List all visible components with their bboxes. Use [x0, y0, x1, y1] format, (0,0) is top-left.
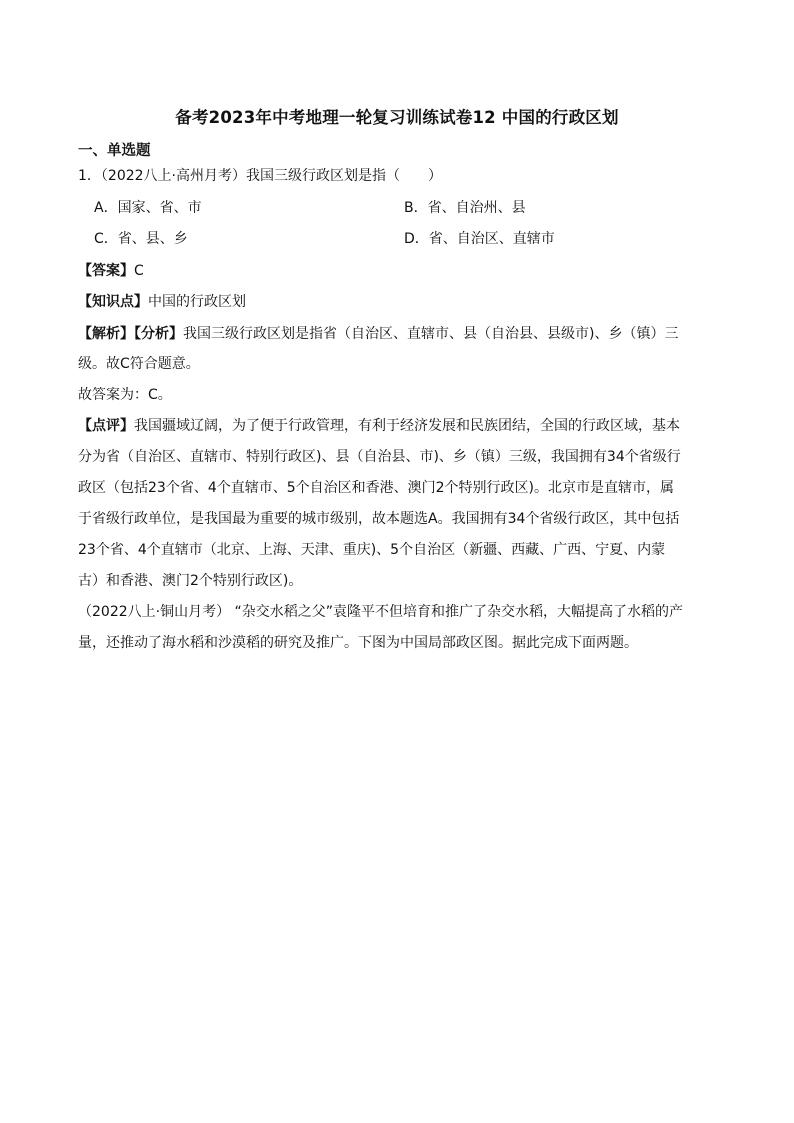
- review-text-1: 我国疆域辽阔，为了便于行政管理，有利于经济发展和民族团结，全国的行政区域，基本: [134, 418, 680, 434]
- final-answer-line: 故答案为：C。: [78, 387, 172, 403]
- review-line-5: 23个省、4个直辖市（北京、上海、天津、重庆)、5个自治区（新疆、西藏、广西、宁夏、内蒙: [78, 542, 666, 558]
- question-2-intro-line-1: （2022八上·铜山月考） “杂交水稻之父”袁隆平不但培育和推广了杂交水稻，大幅提高了水稻的产: [78, 604, 684, 620]
- analysis-tag: 【解析】【分析】: [78, 326, 183, 342]
- question-2-intro-line-2: 量，还推动了海水稻和沙漠稻的研究及推广。下图为中国局部政区图。据此完成下面两题。: [78, 635, 638, 651]
- analysis-text-1: 我国三级行政区划是指省（自治区、直辖市、县（自治县、县级市)、乡（镇）三: [183, 326, 679, 342]
- section-heading: 一、单选题: [78, 143, 151, 159]
- review-tag: 【点评】: [78, 418, 134, 434]
- page-title: 备考2023年中考地理一轮复习训练试卷12 中国的行政区划: [175, 108, 619, 127]
- knowledge-point-tag: 【知识点】: [78, 294, 148, 310]
- answer-value: C: [134, 263, 144, 279]
- knowledge-point-line: [78, 291, 246, 311]
- answer-tag: 【答案】: [78, 263, 134, 279]
- option-c: C．省、县、乡: [94, 231, 188, 247]
- review-line-1: [78, 415, 680, 435]
- review-line-3: 政区（包括23个省、4个直辖市、5个自治区和香港、澳门2个特别行政区)。北京市是直辖市，属: [78, 480, 674, 496]
- analysis-line-2: 级。故C符合题意。: [78, 356, 200, 372]
- question-1-stem: 1．（2022八上·高州月考）我国三级行政区划是指（ ）: [78, 168, 442, 184]
- knowledge-point-value: 中国的行政区划: [148, 294, 246, 310]
- option-d: D．省、自治区、直辖市: [404, 231, 555, 247]
- review-line-6: 古）和香港、澳门2个特别行政区)。: [78, 573, 303, 589]
- option-b: B．省、自治州、县: [404, 200, 526, 216]
- analysis-line-1: [78, 323, 678, 343]
- answer-line: [78, 260, 144, 280]
- review-line-4: 于省级行政单位，是我国最为重要的城市级别，故本题选A。我国拥有34个省级行政区，其中包括: [78, 511, 680, 527]
- option-a: A．国家、省、市: [94, 200, 202, 216]
- review-line-2: 分为省（自治区、直辖市、特别行政区)、县（自治县、市)、乡（镇）三级，我国拥有34个省级行: [78, 449, 681, 465]
